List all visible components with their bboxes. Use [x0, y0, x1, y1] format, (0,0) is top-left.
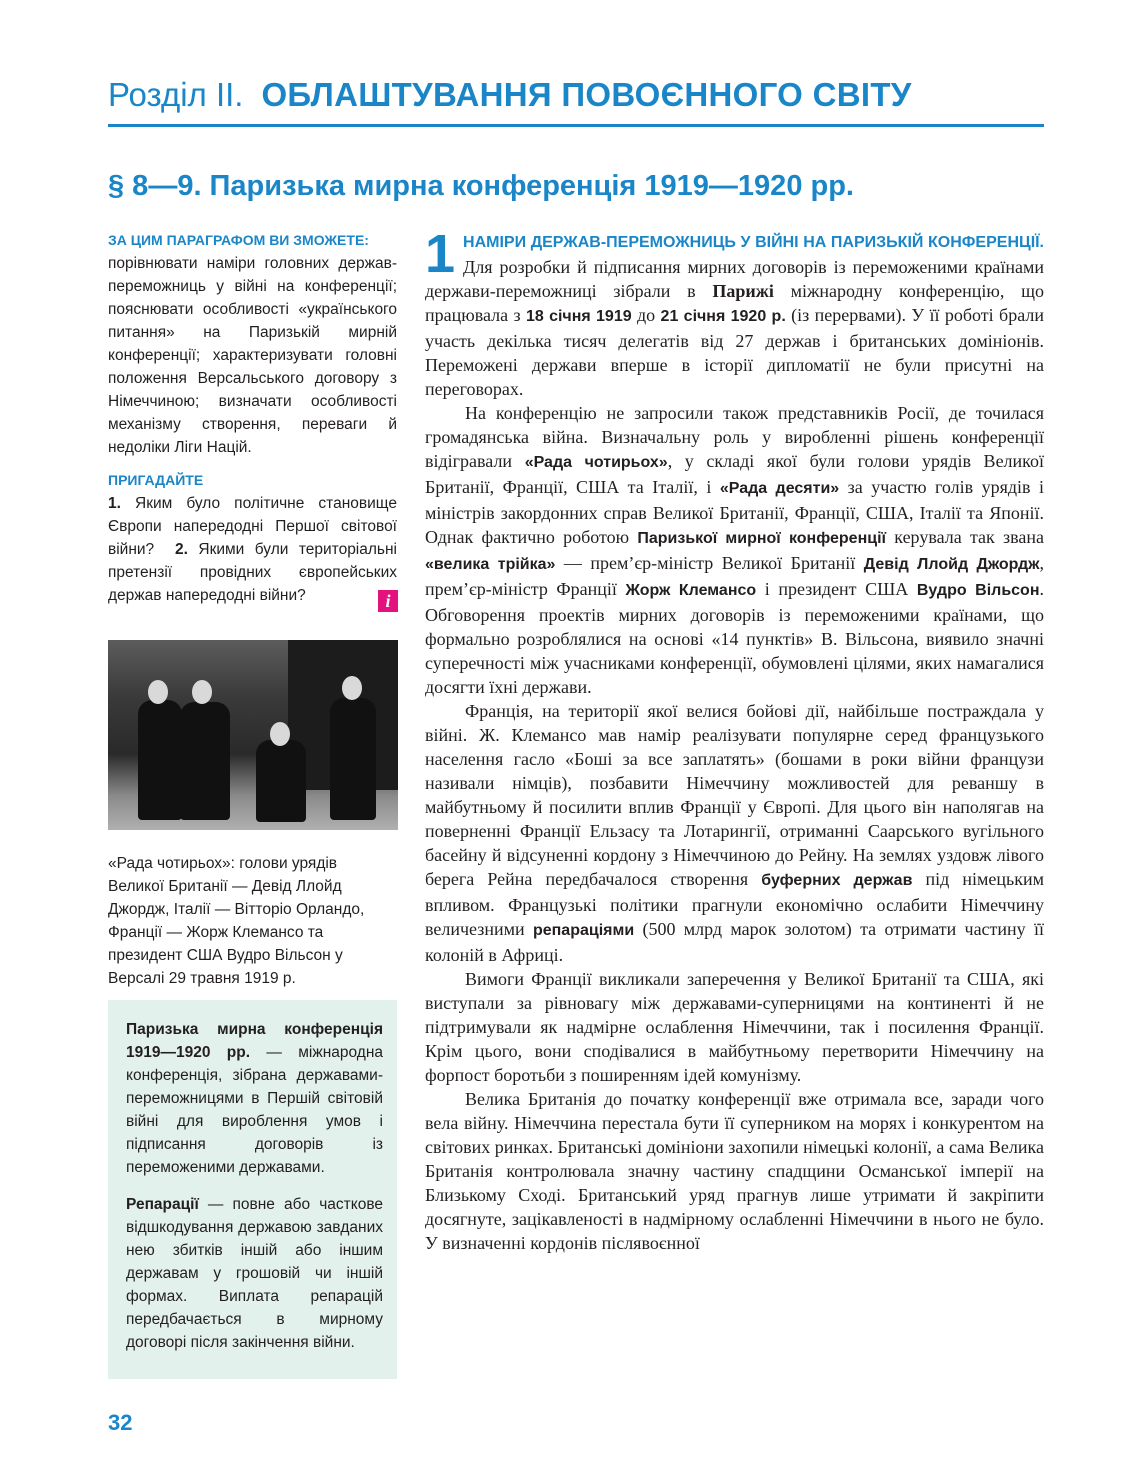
text-bold: 21 січня 1920 р.	[660, 308, 786, 325]
remember-section	[108, 469, 397, 607]
text-bold: буферних держав	[761, 872, 913, 889]
chapter-header	[108, 72, 1044, 118]
definition-term: Репарації	[126, 1196, 199, 1213]
text-bold: Жорж Клемансо	[625, 582, 757, 599]
photo-figure-head	[148, 680, 168, 704]
text-run: (із перервами). У її роботі брали участь декілька тисяч делегатів від 27 держав і британських домініонів. Переможені держави вперше в історії дипломатії не були присутні на переговорах.	[425, 305, 1044, 399]
text-run: . Обговорення проектів мирних договорів із переможеними країнами, що формально розроблялися на основі «14 пунктів» В. Вільсона, виявило значні суперечності між учасниками конференції, обумовлені цілями, яких намагалися досягти їхні держави.	[425, 579, 1044, 697]
text-run: і президент США	[756, 579, 917, 599]
chapter-title: ОБЛАШТУВАННЯ ПОВОЄННОГО СВІТУ	[261, 76, 912, 113]
info-icon[interactable]: i	[378, 590, 398, 612]
definition-text: — міжнародна конференція, зібрана державами-переможницями в Першій світовій війні для вироблення умов і підписання договорів із переможеними державами.	[126, 1044, 383, 1176]
remember-questions	[108, 492, 397, 607]
section-heading: НАМІРИ ДЕРЖАВ-ПЕРЕМОЖНИЦЬ У ВІЙНІ НА ПАРИЗЬКІЙ КОНФЕРЕНЦІЇ.	[463, 234, 1044, 251]
text-bold: «Рада чотирьох»	[524, 454, 668, 471]
main-paragraph-1	[425, 224, 1044, 401]
definition-conference	[126, 1018, 383, 1179]
text-run: до	[631, 305, 661, 325]
text-run: На конференцію не запросили також представників Росії, де точилася громадянська війна. Визначальну роль у виробленні рішень конференції відігравали	[425, 403, 1044, 471]
text-run: (500 млрд марок золотом) та отримати частину її колоній в Африці.	[425, 919, 1044, 965]
text-bold: Паризької мирної конференції	[637, 530, 887, 547]
text-run: , прем’єр-міністр Франції	[425, 553, 1045, 599]
text-bold: Девід Ллойд Джордж	[863, 556, 1040, 573]
main-text-column	[425, 224, 1045, 1255]
text-run: керувала так звана	[886, 527, 1044, 547]
definition-term: Паризька мирна конференція 1919—1920 рр.	[126, 1021, 383, 1061]
text-bold: Вудро Вільсон	[916, 582, 1040, 599]
photo-figure	[256, 740, 306, 822]
text-run: Франція, на території якої велися бойові дії, найбільше постраждала у війні. Ж. Клемансо мав намір реалізувати популярне серед французького населення гасло «Боші за все заплатять» (бошами в роки війни французи називали німців), позбавити Німеччину можливостей для реваншу в майбутньому й посилити вплив Франції у Європі. Для цього він наполягав на поверненні Франції Ельзасу та Лотарингії, отриманні Саарського вугільного басейну й відсуненні кордону з Німеччиною до Рейну. На землях уздовж лівого берега Рейна передбачалося створення	[425, 701, 1044, 889]
text-run: під німецьким впливом. Французькі політики прагнули економічно ослабити Німеччину величезними	[425, 869, 1044, 939]
text-bold: Парижі	[712, 281, 774, 301]
historical-photo	[108, 640, 398, 830]
page-number: 32	[108, 1410, 133, 1435]
goals-label: ЗА ЦИМ ПАРАГРАФОМ ВИ ЗМОЖЕТЕ:	[108, 232, 369, 248]
photo-figure	[330, 698, 376, 820]
text-run: — прем’єр-міністр Великої Британії	[555, 553, 864, 573]
text-bold: репараціями	[532, 922, 635, 939]
section-number: 1	[425, 224, 456, 284]
question-2-number: 2.	[175, 541, 188, 558]
definition-reparations	[126, 1193, 383, 1354]
photo-caption: «Рада чотирьох»: голови урядів Великої Британії — Девід Ллойд Джордж, Італії — Вітторіо Орландо, Франції — Жорж Клемансо та президент США Вудро Вільсон у Версалі 29 травня 1919 р.	[108, 855, 365, 987]
paragraph-title: § 8—9. Паризька мирна конференція 1919—1920 рр.	[108, 170, 854, 202]
text-run: за участю голів урядів і міністрів закордонних справ Великої Британії, Франції, США, Італії та Японії. Однак фактично роботою	[425, 477, 1045, 547]
text-bold: 18 січня 1919	[525, 308, 632, 325]
text-run: , у складі якої були голови урядів Великої Британії, Франції, США та Італії, і	[425, 451, 1045, 497]
photo-figure-head	[342, 676, 362, 700]
photo-figure	[138, 700, 182, 820]
question-2: Якими були територіальні претензії провідних європейських держав напередодні війни?	[108, 541, 397, 604]
sidebar-column	[108, 229, 397, 607]
goals-text: порівнювати наміри головних держав-переможниць у війні на конференції; пояснювати особливості «українського питання» на Паризькій мирній конференції; характеризувати головні положення Версальського договору з Німеччиною; визначати особливості механізму створення, переваги й недоліки Ліги Націй.	[108, 255, 397, 456]
remember-label: ПРИГАДАЙТЕ	[108, 472, 204, 488]
photo-figure	[180, 702, 230, 820]
text-run: міжнародну конференцію, що працювала з	[425, 281, 1044, 325]
question-1: Яким було політичне становище Європи напередодні Першої світової війни?	[108, 495, 397, 558]
header-divider	[108, 124, 1044, 127]
text-bold: «Рада десяти»	[719, 480, 840, 497]
question-1-number: 1.	[108, 495, 121, 512]
definitions-box	[108, 1000, 397, 1379]
main-paragraph-5: Велика Британія до початку конференції вже отримала все, заради чого вела війну. Німеччина перестала бути її суперником на морях і конкурентом на світових ринках. Британські домініони захопили німецькі колонії, а сама Велика Британія контролювала значну частину спадщини Османської імперії на Близькому Сході. Британський уряд прагнув лише утримати й закріпити досягнуте, зацікавленості в надмірному ослабленні Німеччини в нього не було. У визначенні кордонів післявоєнної	[425, 1089, 1044, 1253]
main-paragraph-3	[425, 699, 1044, 967]
definition-text: — повне або часткове відшкодування державою завданих нею збитків іншій або іншим державам у грошовій чи іншій формах. Виплата репарацій передбачається в мирному договорі після закінчення війни.	[126, 1196, 383, 1351]
text-run: Для розробки й підписання мирних договорів із переможеними країнами держави-переможниці зібрали в	[425, 257, 1044, 301]
main-paragraph-2	[425, 401, 1044, 699]
photo-figure-head	[192, 680, 212, 704]
text-bold: «велика трійка»	[425, 556, 556, 573]
chapter-section: Розділ ІІ.	[108, 76, 244, 113]
photo-figure-head	[270, 722, 290, 746]
main-paragraph-4: Вимоги Франції викликали заперечення у Великої Британії та США, які виступали за рівновагу між державами-суперницями на континенті й не підтримували як надмірне ослаблення Німеччини, так і посилення Франції. Крім цього, вони сподівалися в майбутньому перетворити Німеччину на форпост боротьби з поширенням ідей комунізму.	[425, 969, 1044, 1085]
